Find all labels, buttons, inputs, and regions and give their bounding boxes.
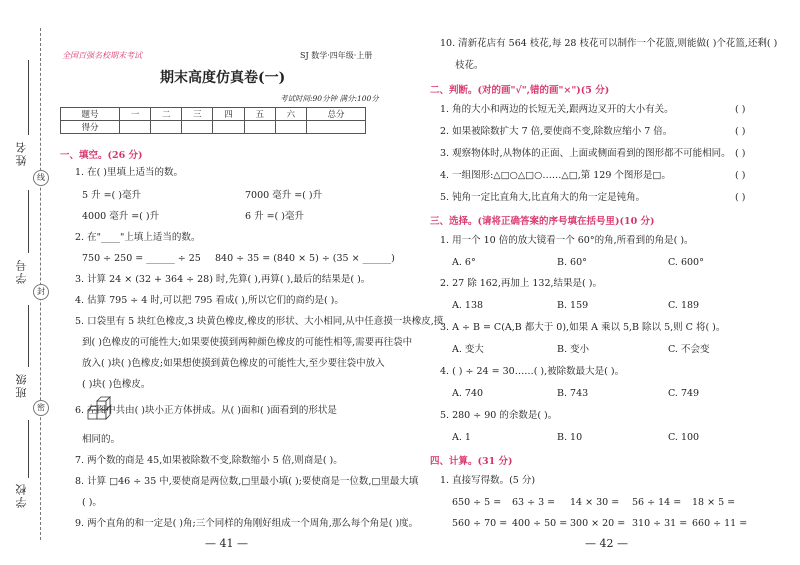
table-cell: 六 [275, 108, 306, 121]
table-cell: 五 [244, 108, 275, 121]
table-cell: 四 [213, 108, 244, 121]
choice-question: 1. 用一个 10 倍的放大镜看一个 60°的角,所看到的角是( )。 [440, 235, 694, 246]
question-text: 10. 清新花店有 564 枝花,每 28 枝花可以制作一个花篮,则能做( )个花篮,还剩( ) [440, 38, 778, 49]
choice-option[interactable]: A. 1 [452, 432, 471, 443]
question-text: 6. 左图中共由( )块小正方体拼成。从( )面和( )面看到的形状是 [75, 405, 337, 416]
section-heading: 二、判断。(对的画"√",错的画"×")(5 分) [430, 85, 610, 96]
question-text: 7. 两个数的商是 45,如果被除数不变,除数缩小 5 倍,则商是( )。 [75, 455, 343, 466]
choice-option[interactable]: A. 变大 [452, 344, 484, 355]
page-number: — 41 — [205, 537, 248, 550]
section-heading: 一、填空。(26 分) [60, 150, 143, 161]
seal-mark: 线 [33, 170, 49, 186]
choice-option[interactable]: B. 10 [557, 432, 583, 443]
choice-option[interactable]: B. 变小 [557, 344, 590, 355]
choice-option[interactable]: A. 740 [452, 388, 484, 399]
question-text: 4. 估算 795 ÷ 4 时,可以把 795 看成( ),所以它们的商约是( )。 [75, 295, 344, 306]
score-cell[interactable] [213, 121, 244, 134]
question-text: 放入( )块( )色橡皮;如果想使摸到黄色橡皮的可能性大,至少要往袋中放入 [82, 358, 385, 369]
seal-mark: 封 [33, 284, 49, 300]
question-text: 相同的。 [82, 434, 121, 445]
score-header-row [61, 108, 366, 121]
question-text: 枝花。 [455, 60, 484, 71]
calc-item[interactable]: 18 × 5 = [692, 497, 736, 508]
page-number: — 42 — [585, 537, 628, 550]
choice-option[interactable]: C. 600° [668, 257, 704, 268]
calc-item[interactable]: 660 ÷ 11 = [692, 518, 748, 529]
answer-paren[interactable]: ( ) [735, 170, 746, 181]
choice-question: 3. A ÷ B = C(A,B 都大于 0),如果 A 乘以 5,B 除以 5,则 C 将( )。 [440, 322, 726, 333]
choice-question: 2. 27 除 162,再加上 132,结果是( )。 [440, 278, 602, 289]
score-cell[interactable] [151, 121, 182, 134]
school-label: 学校 [15, 482, 28, 508]
question-text: 3. 计算 24 × (32 + 364 ÷ 28) 时,先算( ),再算( ),最后的结果是( )。 [75, 274, 371, 285]
choice-option[interactable]: A. 6° [452, 257, 476, 268]
question-text: 840 ÷ 35 = (840 × 5) ÷ (35 × ______) [215, 253, 395, 264]
score-cell[interactable] [306, 121, 365, 134]
calc-item[interactable]: 63 ÷ 3 = [512, 497, 556, 508]
question-text: 9. 两个直角的和一定是( )角;三个同样的角刚好组成一个周角,那么每个角是( )度。 [75, 518, 419, 529]
table-cell: 三 [182, 108, 213, 121]
question-text: 5. 口袋里有 5 块红色橡皮,3 块黄色橡皮,橡皮的形状、大小相同,从中任意摸一块橡皮,摸 [75, 316, 444, 327]
calc-item[interactable]: 650 ÷ 5 = [452, 497, 502, 508]
page-title: 期末高度仿真卷(一) [160, 70, 286, 86]
class-underline [28, 305, 29, 367]
choice-option[interactable]: A. 138 [452, 300, 484, 311]
calc-item[interactable]: 560 ÷ 70 = [452, 518, 508, 529]
choice-option[interactable]: B. 159 [557, 300, 589, 311]
choice-option[interactable]: B. 743 [557, 388, 589, 399]
answer-paren[interactable]: ( ) [735, 104, 746, 115]
question-text: 8. 计算 □46 ÷ 35 中,要使商是两位数,□里最小填( );要使商是一位数,□里最大填 [75, 476, 419, 487]
calc-item[interactable]: 14 × 30 = [570, 497, 620, 508]
score-table [60, 107, 366, 134]
score-cell[interactable] [244, 121, 275, 134]
calc-item[interactable]: 400 ÷ 50 = [512, 518, 568, 529]
choice-question: 4. ( ) ÷ 24 = 30……( ),被除数最大是( )。 [440, 366, 625, 377]
question-text: 750 ÷ 250 = ______ ÷ 25 [82, 253, 201, 264]
calc-item[interactable]: 300 × 20 = [570, 518, 626, 529]
question-text: 7000 毫升 =( )升 [245, 190, 323, 201]
class-label: 班级 [15, 372, 28, 398]
judge-item: 2. 如果被除数扩大 7 倍,要使商不变,除数应缩小 7 倍。 [440, 126, 673, 137]
section-heading: 四、计算。(31 分) [430, 456, 513, 467]
seal-mark: 密 [33, 400, 49, 416]
table-cell: 总分 [306, 108, 365, 121]
choice-option[interactable]: C. 189 [668, 300, 700, 311]
table-cell: 题号 [61, 108, 120, 121]
binding-strip [0, 0, 52, 565]
question-text: 2. 在"____"上填上适当的数。 [75, 232, 201, 243]
judge-item: 4. 一组图形:△□○△□○……△□,第 129 个图形是□。 [440, 170, 671, 181]
question-text: ( )块( )色橡皮。 [82, 379, 151, 390]
table-cell: 二 [151, 108, 182, 121]
judge-item: 5. 钝角一定比直角大,比直角大的角一定是钝角。 [440, 192, 646, 203]
score-cell[interactable] [120, 121, 151, 134]
question-text: ( )。 [82, 497, 102, 508]
exam-info: 考试时间:90分钟 满分:100分 [280, 94, 379, 103]
choice-option[interactable]: C. 不会变 [668, 344, 710, 355]
judge-item: 3. 观察物体时,从物体的正面、上面或侧面看到的图形都不可能相同。 [440, 148, 731, 159]
judge-item: 1. 角的大小和两边的长短无关,跟两边叉开的大小有关。 [440, 104, 674, 115]
section-heading: 三、选择。(请将正确答案的序号填在括号里)(10 分) [430, 216, 655, 227]
calc-item[interactable]: 310 ÷ 31 = [632, 518, 688, 529]
series-name: 全国百强名校期末考试 [62, 51, 142, 60]
answer-paren[interactable]: ( ) [735, 192, 746, 203]
choice-option[interactable]: B. 60° [557, 257, 587, 268]
student-id-label: 学号 [15, 258, 28, 284]
score-row [61, 121, 366, 134]
table-cell: 一 [120, 108, 151, 121]
question-text: 1. 在( )里填上适当的数。 [75, 167, 184, 178]
name-label: 姓名 [15, 140, 28, 166]
question-text: 4000 毫升 =( )升 [82, 211, 160, 222]
choice-question: 5. 280 ÷ 90 的余数是( )。 [440, 410, 558, 421]
question-text: 1. 直接写得数。(5 分) [440, 475, 536, 486]
school-underline [28, 420, 29, 478]
edition-label: SJ 数学·四年级·上册 [300, 51, 373, 60]
question-text: 到( )色橡皮的可能性大;如果要使摸到两种颜色橡皮的可能性相等,需要再往袋中 [82, 337, 413, 348]
answer-paren[interactable]: ( ) [735, 126, 746, 137]
question-text: 5 升 =( )毫升 [82, 190, 141, 201]
choice-option[interactable]: C. 100 [668, 432, 700, 443]
calc-item[interactable]: 56 ÷ 14 = [632, 497, 682, 508]
answer-paren[interactable]: ( ) [735, 148, 746, 159]
score-cell[interactable] [275, 121, 306, 134]
name-underline [28, 60, 29, 135]
student-id-underline [28, 190, 29, 253]
choice-option[interactable]: C. 749 [668, 388, 700, 399]
score-cell[interactable] [182, 121, 213, 134]
question-text: 6 升 =( )毫升 [245, 211, 304, 222]
table-cell: 得分 [61, 121, 120, 134]
